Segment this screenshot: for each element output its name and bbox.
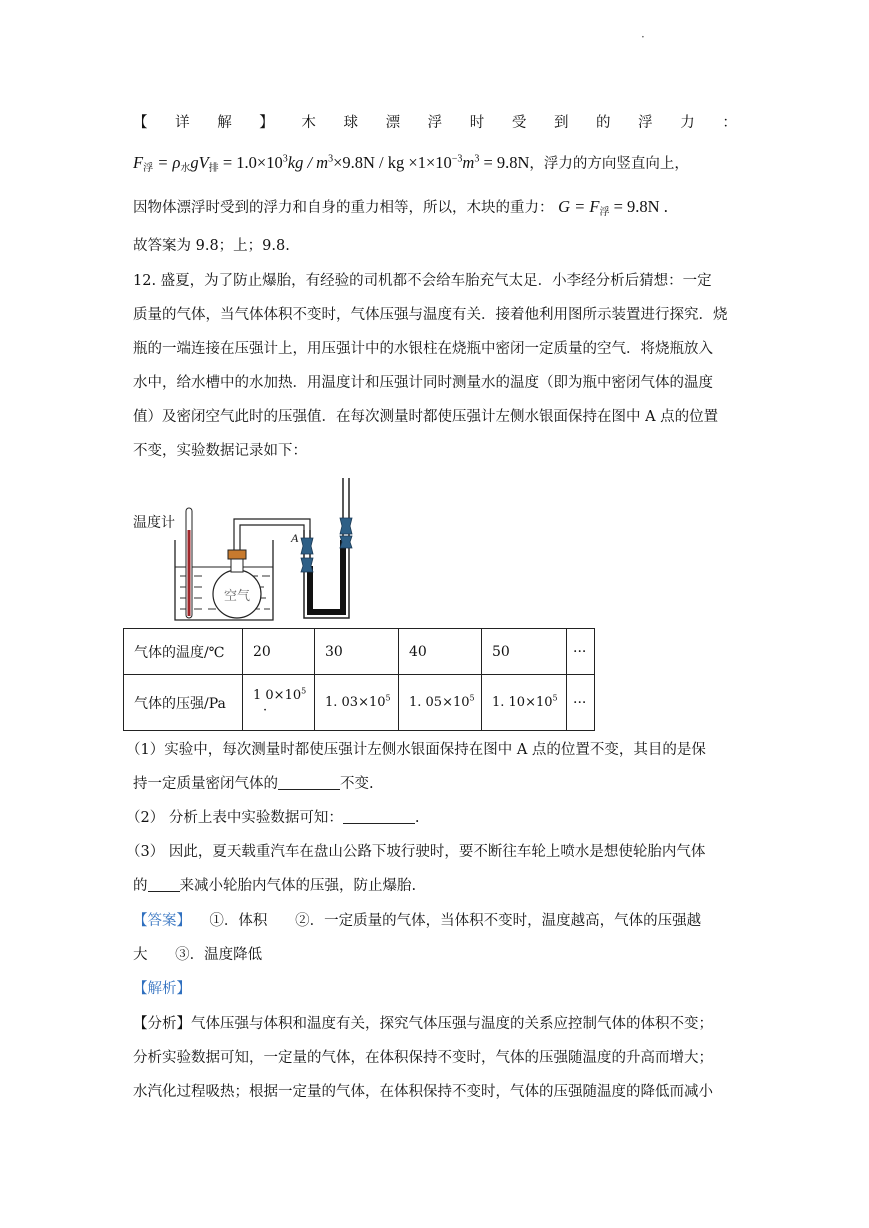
question-line: 值）及密闭空气此时的压强值．在每次测量时都使压强计左侧水银面保持在图中 A 点的位置: [133, 409, 719, 425]
formula-body: = 1.0×10: [222, 153, 283, 172]
page-mark: ·: [641, 30, 645, 44]
header-char: 】: [259, 115, 274, 131]
answer-label: 【答案】: [133, 913, 191, 929]
g-formula-result: = 9.8N: [613, 197, 660, 216]
header-char: 受: [511, 115, 527, 131]
q1-text: 持一定质量密闭气体的: [133, 776, 278, 792]
table-cell-pressure: [243, 675, 315, 731]
formula-v-sub: 排: [208, 163, 219, 174]
table-cell-temp: 40: [399, 629, 482, 675]
header-char: 的: [596, 115, 611, 131]
header-char: 时: [469, 115, 485, 131]
pressure-exp: 5: [385, 693, 391, 703]
gravity-text: 因物体漂浮时受到的浮力和自身的重力相等，所以，木块的重力：: [133, 200, 554, 216]
header-char: 浮: [427, 115, 443, 131]
answer-line-1: [133, 911, 701, 931]
table-cell-temp: 30: [315, 629, 399, 675]
table-header-temperature: 气体的温度/℃: [124, 629, 243, 675]
header-char: 【: [133, 115, 148, 131]
formula-exp: 3: [328, 153, 334, 165]
detail-header: [133, 113, 737, 133]
g-formula-end: .: [663, 197, 668, 216]
manometer-inner: [310, 478, 343, 612]
analysis-line: 水汽化过程吸热；根据一定量的气体，在体积保持不变时，气体的压强随温度的降低而减小: [133, 1084, 713, 1100]
pressure-base: 1. 10×10: [492, 695, 553, 710]
header-char: 详: [175, 115, 190, 131]
pressure-base: 1. 03×10: [325, 695, 386, 710]
q3-text: 的: [133, 878, 148, 894]
q3-text-after: 来减小轮胎内气体的压强，防止爆胎.: [179, 878, 417, 894]
pressure-exp: 5: [301, 686, 307, 696]
buoyancy-formula-line: [133, 150, 689, 182]
analysis-label: 【解析】: [133, 981, 191, 997]
question-line: 水中，给水槽中的水加热．用温度计和压强计同时测量水的温度（即为瓶中密闭气体的温度: [133, 375, 713, 391]
formula-rho: = ρ: [157, 153, 181, 172]
subquestion-1-line-1: （1）实验中，每次测量时都使压强计左侧水银面保持在图中 A 点的位置不变，其目的是保: [126, 742, 706, 758]
formula-body: ×9.8N / kg ×1×10: [333, 153, 452, 172]
header-char: 解: [217, 115, 232, 131]
header-char: 到: [553, 115, 569, 131]
header-char: 浮: [638, 115, 653, 131]
table-row-temperature: [124, 629, 595, 675]
q2-text: （2） 分析上表中实验数据可知：: [126, 810, 343, 826]
analysis-line: 【分析】气体压强与体积和温度有关，探究气体压强与温度的关系应控制气体的体积不变；: [133, 1016, 713, 1032]
question-line: 不变，实验数据记录如下：: [133, 443, 307, 459]
mercury-column: [310, 540, 343, 612]
connecting-tube-outer: [234, 519, 310, 550]
flask-neck: [231, 558, 243, 572]
buoyancy-formula: [133, 153, 529, 172]
g-formula-g: G = F: [558, 197, 600, 216]
q2-answer-blank[interactable]: [343, 809, 415, 824]
table-cell-pressure: [399, 675, 482, 731]
pressure-tail: ·: [263, 702, 268, 718]
formula-rho-sub: 水: [180, 163, 191, 174]
formula-unit: kg / m: [287, 153, 329, 172]
gravity-line: [133, 195, 668, 225]
thermometer-label: 温度计: [133, 515, 175, 531]
air-label: 空气: [224, 589, 251, 604]
detail-answer-line: 故答案为 9.8；上；9.8.: [133, 238, 290, 254]
pressure-exp: 5: [552, 693, 558, 703]
q2-text-after: .: [414, 810, 420, 826]
formula-f: F: [133, 153, 144, 172]
header-char: 球: [343, 115, 358, 131]
header-char: 漂: [385, 115, 401, 131]
answer-text: ①．体积 ②．一定质量的气体，当体积不变时，温度越高，气体的压强越: [191, 913, 702, 929]
formula-result: = 9.8N: [483, 153, 530, 172]
header-char: 木: [301, 115, 316, 131]
answer-line-2: 大 ③．温度降低: [133, 947, 263, 963]
question-line: 瓶的一端连接在压强计上，用压强计中的水银柱在烧瓶中密闭一定质量的空气．将烧瓶放入: [133, 341, 713, 357]
formula-exp: −3: [451, 153, 463, 165]
table-cell-ellipsis: ···: [567, 629, 595, 675]
subquestion-3-line-2: [133, 876, 416, 896]
table-cell-temp: 20: [243, 629, 315, 675]
g-formula-sub: 浮: [599, 207, 610, 218]
formula-f-sub: 浮: [143, 163, 154, 174]
q1-text-after: 不变.: [340, 776, 374, 792]
pressure-base: 1 0×10: [253, 687, 302, 703]
q1-answer-blank[interactable]: [278, 775, 340, 790]
formula-exp: 3: [282, 153, 288, 165]
gravity-formula: [558, 197, 668, 216]
flask-stopper: [228, 550, 246, 559]
pressure-exp: 5: [469, 693, 475, 703]
table-cell-pressure: [315, 675, 399, 731]
q3-answer-blank[interactable]: [148, 877, 180, 892]
table-cell-ellipsis: ···: [567, 675, 595, 731]
pressure-base: 1. 05×10: [409, 695, 470, 710]
question-line: 质量的气体，当气体体积不变时，气体压强与温度有关．接着他利用图所示装置进行探究．烧: [133, 307, 728, 323]
apparatus-diagram: [160, 470, 380, 625]
header-char: 力: [680, 115, 695, 131]
table-cell-pressure: [482, 675, 567, 731]
header-char: ：: [722, 115, 737, 131]
formula-tail-text: ，浮力的方向竖直向上，: [529, 156, 689, 172]
subquestion-2-line: [126, 808, 419, 828]
subquestion-1-line-2: [133, 774, 374, 794]
formula-exp: 3: [474, 153, 480, 165]
thermometer-liquid: [188, 530, 191, 616]
subquestion-3-line-1: （3） 因此，夏天载重汽车在盘山公路下坡行驶时，要不断往车轮上喷水是想使轮胎内气体: [126, 844, 706, 860]
analysis-line: 分析实验数据可知，一定量的气体，在体积保持不变时，气体的压强随温度的升高而增大；: [133, 1050, 713, 1066]
formula-gv: gV: [190, 153, 209, 172]
point-a-label: A: [291, 531, 299, 545]
formula-unit: m: [462, 153, 475, 172]
table-cell-temp: 50: [482, 629, 567, 675]
data-table: [123, 628, 595, 731]
table-header-pressure: 气体的压强/Pa: [124, 675, 243, 731]
table-row-pressure: [124, 675, 595, 731]
question-line: 12. 盛夏，为了防止爆胎，有经验的司机都不会给车胎充气太足．小李经分析后猜想：一定: [133, 273, 712, 289]
